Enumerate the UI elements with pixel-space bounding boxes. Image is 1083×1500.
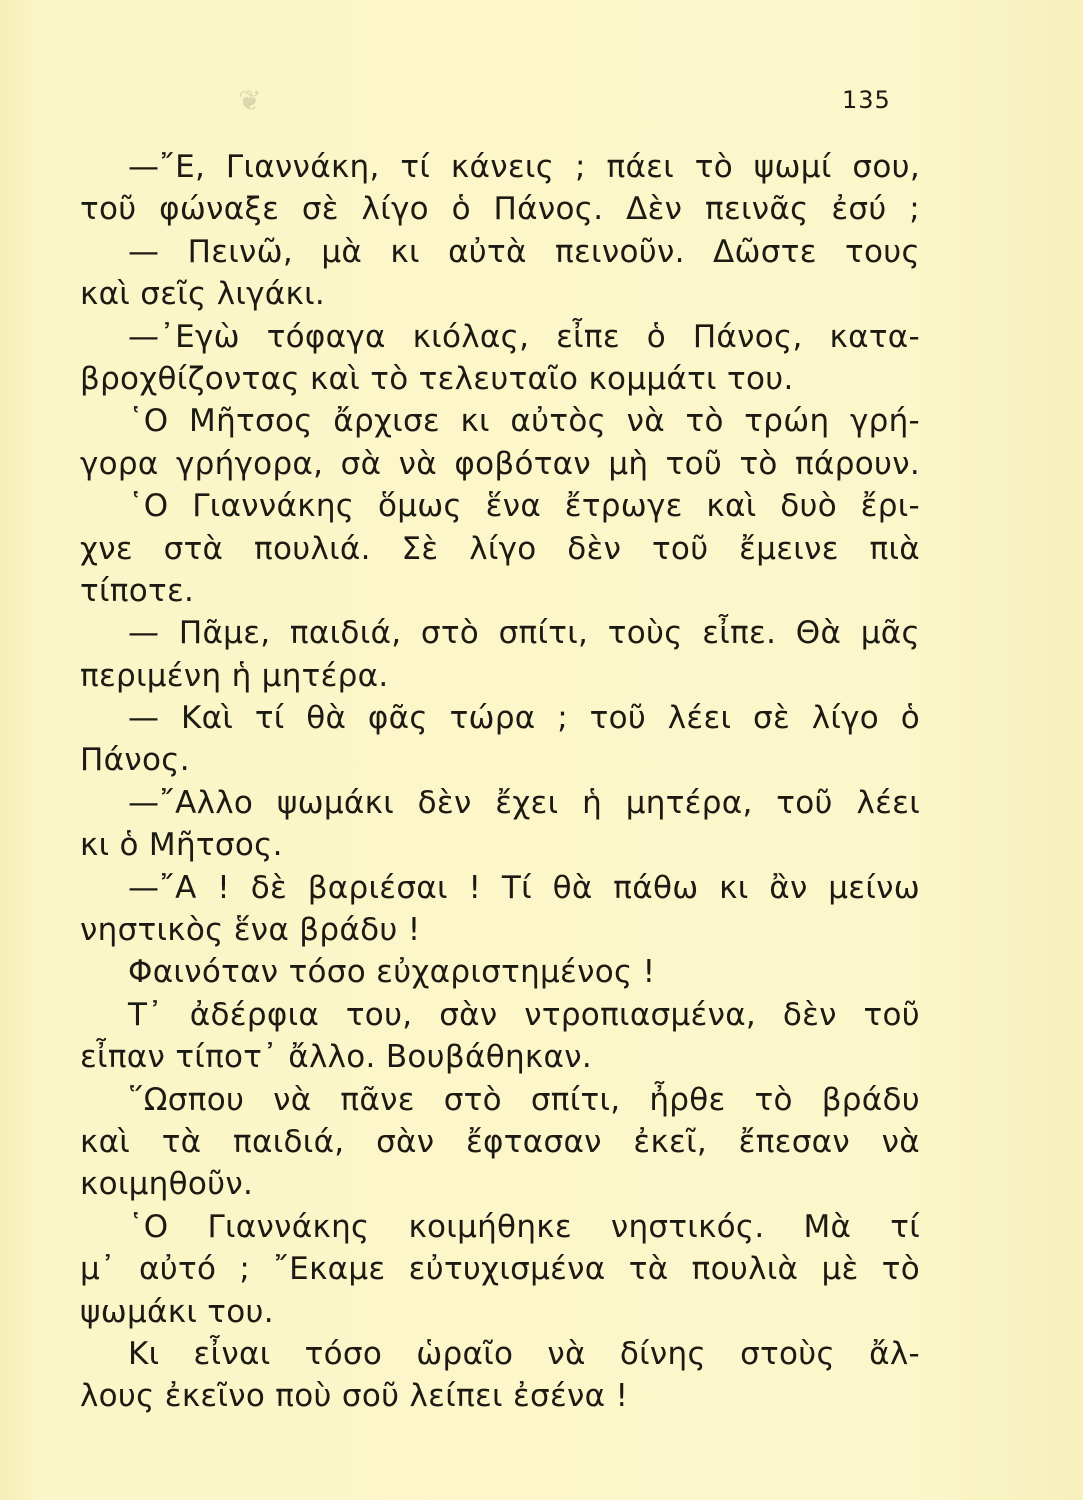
text-line: κι ὁ Μῆτσος. bbox=[80, 827, 283, 864]
text-line: ῾Ο Γιαννάκης ὅμως ἕνα ἔτρωγε καὶ δυὸ ἔρι- bbox=[128, 488, 920, 525]
ink-smudge-icon: ❦ bbox=[238, 84, 262, 117]
text-line: τοῦ φώναξε σὲ λίγο ὁ Πάνος. Δὲν πεινᾶς ἐσύ ; bbox=[80, 191, 920, 228]
text-line: λους ἐκεῖνο ποὺ σοῦ λείπει ἐσένα ! bbox=[80, 1378, 629, 1415]
text-line: καὶ τὰ παιδιά, σὰν ἔφτασαν ἐκεῖ, ἔπεσαν νὰ bbox=[80, 1123, 920, 1160]
text-line: χνε στὰ πουλιά. Σὲ λίγο δὲν τοῦ ἔμεινε πιὰ bbox=[80, 530, 920, 567]
text-line: —῎Α ! δὲ βαριέσαι ! Τί θὰ πάθω κι ἂν μείνω bbox=[128, 869, 920, 906]
text-line: — Πᾶμε, παιδιά, στὸ σπίτι, τοὺς εἶπε. Θὰ μᾶς bbox=[128, 615, 920, 652]
text-line: Τ᾿ ἀδέρφια του, σὰν ντροπιασμένα, δὲν τοῦ bbox=[128, 996, 920, 1033]
text-line: —᾿Εγὼ τόφαγα κιόλας, εἶπε ὁ Πάνος, κατα- bbox=[128, 318, 920, 355]
text-line: ῾Ο Μῆτσος ἄρχισε κι αὐτὸς νὰ τὸ τρώη γρή- bbox=[128, 403, 920, 440]
text-line: νηστικὸς ἕνα βράδυ ! bbox=[80, 912, 421, 949]
text-line: βροχθίζοντας καὶ τὸ τελευταῖο κομμάτι του. bbox=[80, 360, 794, 397]
text-line: τίποτε. bbox=[80, 572, 195, 609]
text-line: περιμένη ἡ μητέρα. bbox=[80, 657, 389, 694]
text-line: Φαινόταν τόσο εὐχαριστημένος ! bbox=[128, 954, 656, 991]
text-line: μ᾿ αὐτό ; ῎Εκαμε εὐτυχισμένα τὰ πουλιὰ μὲ τὸ bbox=[80, 1251, 920, 1288]
text-line: Πάνος. bbox=[80, 742, 190, 779]
text-line: — Καὶ τί θὰ φᾶς τώρα ; τοῦ λέει σὲ λίγο ὁ bbox=[128, 700, 920, 737]
text-line: —῎Ε, Γιαννάκη, τί κάνεις ; πάει τὸ ψωμί σου, bbox=[128, 149, 920, 185]
text-line: —῎Αλλο ψωμάκι δὲν ἔχει ἡ μητέρα, τοῦ λέει bbox=[128, 784, 920, 821]
text-line: γορα γρήγορα, σὰ νὰ φοβόταν μὴ τοῦ τὸ πάρουν. bbox=[80, 445, 920, 482]
body-text bbox=[80, 146, 920, 1418]
text-line: ῾Ο Γιαννάκης κοιμήθηκε νηστικός. Μὰ τί bbox=[128, 1208, 920, 1245]
text-line: εἶπαν τίποτ᾿ ἄλλο. Βουβάθηκαν. bbox=[80, 1039, 592, 1076]
text-line: ψωμάκι του. bbox=[80, 1293, 274, 1330]
text-line: Κι εἶναι τόσο ὡραῖο νὰ δίνης στοὺς ἄλ- bbox=[128, 1335, 920, 1372]
text-line: καὶ σεῖς λιγάκι. bbox=[80, 276, 326, 313]
text-line: ῞Ωσπου νὰ πᾶνε στὸ σπίτι, ἦρθε τὸ βράδυ bbox=[128, 1081, 920, 1118]
text-line: κοιμηθοῦν. bbox=[80, 1166, 254, 1203]
text-line: — Πεινῶ, μὰ κι αὐτὰ πεινοῦν. Δῶστε τους bbox=[128, 233, 920, 270]
page-number: 135 bbox=[842, 86, 891, 114]
